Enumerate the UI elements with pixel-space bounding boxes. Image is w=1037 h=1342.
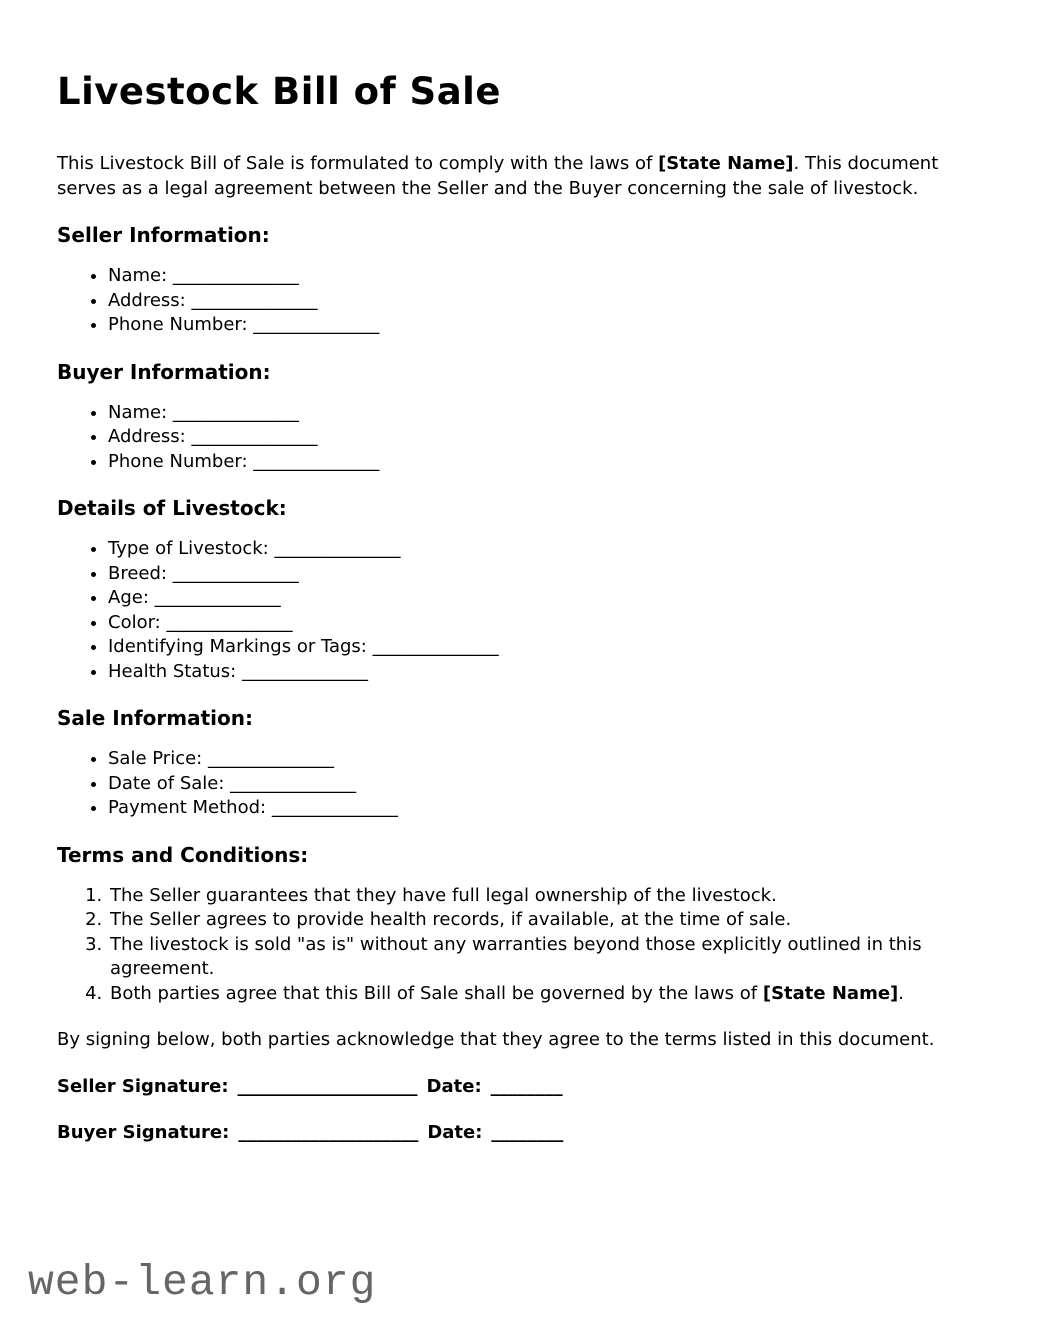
livestock-color-field: • Color: ______________	[108, 611, 980, 636]
buyer-signature-row	[57, 1121, 980, 1146]
seller-signature-row	[57, 1075, 980, 1100]
seller-signature-label: Seller Signature:	[57, 1075, 229, 1097]
sale-information-heading: Sale Information:	[57, 706, 253, 731]
seller-signature-line: ____________________	[237, 1075, 418, 1097]
buyer-phone-field: • Phone Number: ______________	[108, 450, 980, 475]
buyer-name-field: • Name: ______________	[108, 401, 980, 426]
term-item-4	[108, 982, 980, 1007]
livestock-breed-field: • Breed: ______________	[108, 562, 980, 587]
term-4-text-pre: Both parties agree that this Bill of Sale shall be governed by the laws of	[110, 982, 763, 1004]
sale-price-field: • Sale Price: ______________	[108, 747, 980, 772]
terms-list	[57, 884, 980, 1007]
terms-heading: Terms and Conditions:	[57, 842, 309, 867]
buyer-information-list	[57, 401, 980, 475]
seller-date-line: ________	[490, 1075, 563, 1097]
buyer-address-field: • Address: ______________	[108, 425, 980, 450]
seller-name-field: • Name: ______________	[108, 264, 980, 289]
sale-information-list	[57, 747, 980, 821]
buyer-signature-line: ____________________	[238, 1122, 419, 1144]
intro-text-pre: This Livestock Bill of Sale is formulated to comply with the laws of	[57, 153, 659, 175]
state-name-placeholder-2: [State Name]	[762, 982, 899, 1004]
livestock-type-field: • Type of Livestock: ______________	[108, 537, 980, 562]
buyer-information-heading: Buyer Information:	[57, 359, 271, 384]
buyer-date-line: ________	[491, 1122, 564, 1144]
seller-information-list	[57, 264, 980, 338]
buyer-signature-label: Buyer Signature:	[57, 1122, 230, 1144]
intro-text-post: . This document serves as a legal agreement between the Seller and the Buyer concerning the sale of livestock.	[57, 153, 939, 199]
buyer-date-label: Date:	[427, 1122, 483, 1144]
seller-address-field: • Address: ______________	[108, 289, 980, 314]
intro-paragraph	[57, 152, 980, 201]
term-item-2: 2. The Seller agrees to provide health records, if available, at the time of sale.	[108, 908, 980, 933]
term-item-1: 1. The Seller guarantees that they have full legal ownership of the livestock.	[108, 884, 980, 909]
term-4-text-post: .	[898, 982, 904, 1004]
seller-information-heading: Seller Information:	[57, 223, 270, 248]
state-name-placeholder: [State Name]	[658, 153, 794, 175]
livestock-details-list	[57, 537, 980, 684]
seller-phone-field: • Phone Number: ______________	[108, 313, 980, 338]
page-title: Livestock Bill of Sale	[57, 70, 501, 113]
payment-method-field: • Payment Method: ______________	[108, 796, 980, 821]
seller-date-label: Date:	[426, 1075, 482, 1097]
livestock-details-heading: Details of Livestock:	[57, 496, 287, 521]
livestock-markings-field: • Identifying Markings or Tags: ______________	[108, 635, 980, 660]
livestock-health-field: • Health Status: ______________	[108, 660, 980, 685]
livestock-age-field: • Age: ______________	[108, 586, 980, 611]
term-item-3: 3. The livestock is sold "as is" without any warranties beyond those explicitly outlined in this agreement.	[108, 933, 980, 982]
sale-date-field: • Date of Sale: ______________	[108, 772, 980, 797]
watermark: web-learn.org	[28, 1258, 377, 1307]
closing-paragraph: By signing below, both parties acknowledge that they agree to the terms listed in this document.	[57, 1029, 935, 1051]
